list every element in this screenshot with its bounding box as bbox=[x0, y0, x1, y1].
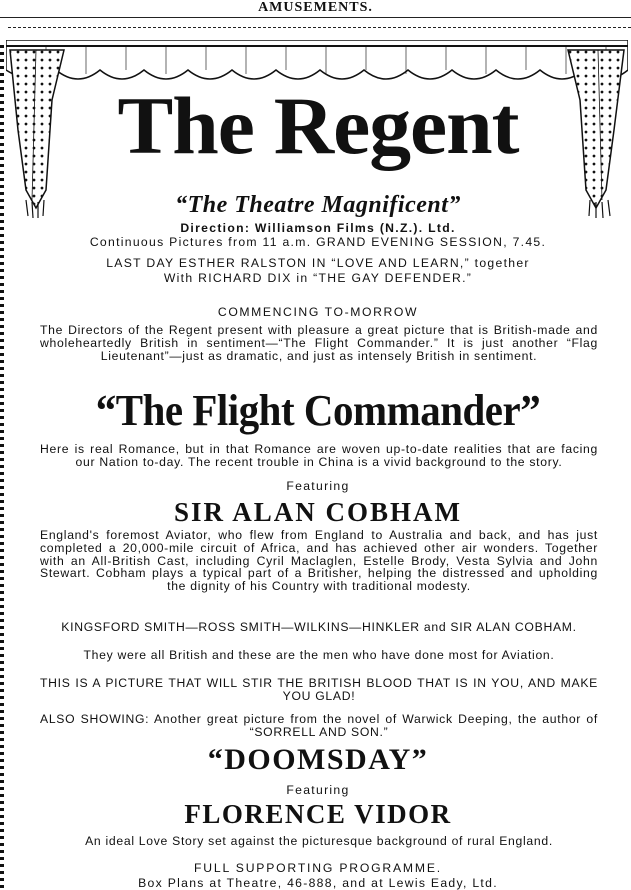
star-biography: England's foremost Aviator, who flew from England to Australia and back, and has just completed a 20,000-mile circuit of Africa, and has achieved other air wonders. Together with an All-British Cast, including Cyril Maclaglen, Estelle Brody, Vesta Sylvia and John Stewart. Cobham plays a typical part of a Britisher, helping the distressed and upholding the dignity of his Country with traditional modesty. bbox=[40, 528, 598, 594]
commencing-heading: COMMENCING TO-MORROW bbox=[217, 305, 419, 319]
stir-line: THIS IS A PICTURE THAT WILL STIR THE BRITISH BLOOD THAT IS IN YOU, AND MAKE YOU GLAD! bbox=[40, 676, 598, 703]
last-day-line1: LAST DAY ESTHER RALSTON IN “LOVE AND LEARN,” together bbox=[106, 256, 530, 270]
also-showing-intro: ALSO SHOWING: Another great picture from the novel of Warwick Deeping, the author of “SORRELL AND SON.” bbox=[40, 712, 598, 739]
second-featuring-label: Featuring bbox=[286, 783, 350, 797]
theatre-name-logo: The Regent bbox=[117, 80, 519, 171]
direction-line: Direction: Williamson Films (N.Z.). Ltd. bbox=[180, 221, 456, 235]
second-feature-title: “DOOMSDAY” bbox=[207, 743, 429, 776]
box-plans: Box Plans at Theatre, 46-888, and at Lewis Eady, Ltd. bbox=[138, 876, 498, 890]
second-feature-star: FLORENCE VIDOR bbox=[184, 799, 452, 829]
header-rule bbox=[0, 17, 631, 18]
feature-description: Here is real Romance, but in that Romance are woven up-to-date realities that are facing our Nation to-day. The recent trouble in China is a vivid background to the story. bbox=[40, 442, 598, 469]
commencing-intro: The Directors of the Regent present with pleasure a great picture that is British-made and wholeheartedly British in sentiment—“The Flight Commander.” It is just another “Flag Lieutenant”—just as dramatic, and just as intensely British in sentiment. bbox=[40, 323, 598, 363]
aviators-list: KINGSFORD SMITH—ROSS SMITH—WILKINS—HINKLER and SIR ALAN COBHAM. bbox=[61, 620, 577, 634]
theatre-tagline: “The Theatre Magnificent” bbox=[175, 192, 461, 218]
feature-title: “The Flight Commander” bbox=[95, 386, 541, 435]
section-header: AMUSEMENTS. bbox=[258, 0, 373, 15]
supporting-programme: FULL SUPPORTING PROGRAMME. bbox=[194, 861, 442, 875]
aviators-note: They were all British and these are the men who have done most for Aviation. bbox=[83, 648, 555, 662]
featuring-label: Featuring bbox=[286, 479, 350, 493]
last-day-line2: With RICHARD DIX in “THE GAY DEFENDER.” bbox=[163, 271, 473, 285]
session-hours: Continuous Pictures from 11 a.m. GRAND EVENING SESSION, 7.45. bbox=[89, 235, 547, 249]
left-border bbox=[0, 45, 4, 890]
header-dashed-rule bbox=[8, 27, 631, 28]
second-feature-description: An ideal Love Story set against the picturesque background of rural England. bbox=[85, 834, 553, 848]
feature-star: SIR ALAN COBHAM bbox=[173, 497, 463, 527]
